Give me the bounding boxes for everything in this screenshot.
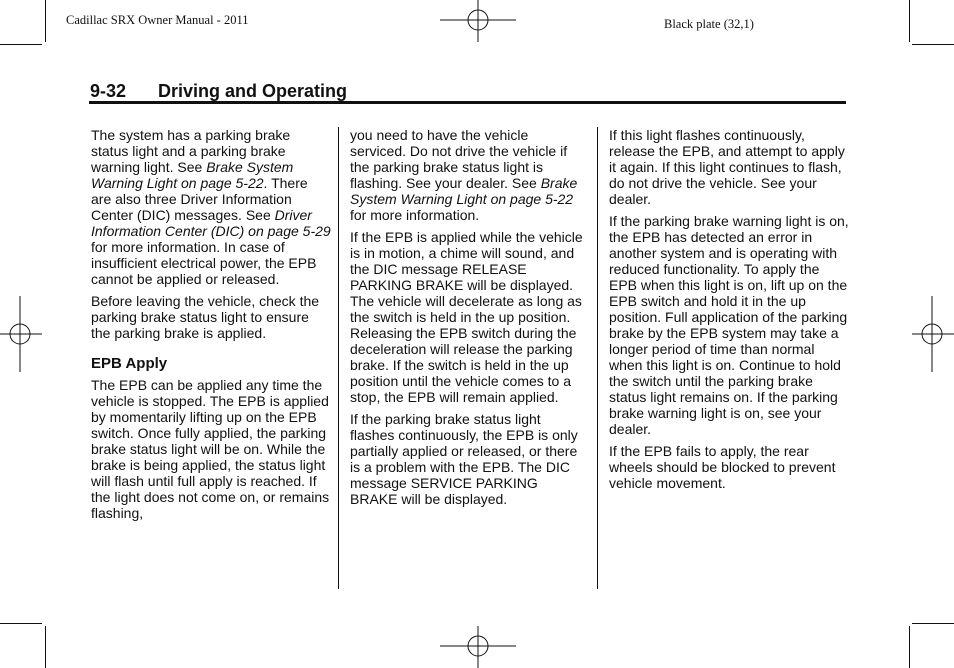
column-3 — [609, 127, 849, 497]
paragraph: If the parking brake status light flashes continuously, the EPB is only partially applied or released, or there is a problem with the EPB. The DIC message SERVICE PARKING BRAKE will be displayed. — [350, 411, 578, 507]
subheading: EPB Apply — [91, 355, 168, 372]
column-divider — [597, 127, 598, 589]
crop-mark — [0, 44, 42, 45]
section-header — [90, 80, 846, 102]
crop-mark — [909, 626, 910, 668]
registration-mark-top — [440, 0, 516, 44]
paragraph: If the parking brake warning light is on, the EPB has detected an error in another system and is operating with reduced functionality. To apply the EPB when this light is on, lift up on the EPB switch and hold it in the up position. Full application of the parking brake by the EPB system may take a longer period of time than normal when this light is on. Continue to hold the switch until the parking brake status light remains on. If the parking brake warning light is on, see your dealer. — [609, 213, 849, 437]
page-number: 9-32 — [90, 81, 127, 101]
paragraph: If the EPB is applied while the vehicle is in motion, a chime will sound, and the DIC message RELEASE PARKING BRAKE will be displayed. The vehicle will decelerate as long as the switch is held in the up position. Releasing the EPB switch during the deceleration will release the parking brake. If the switch is held in the up position until the vehicle comes to a stop, the EPB will remain applied. — [350, 229, 583, 405]
column-2 — [350, 127, 586, 513]
crop-mark — [912, 44, 954, 45]
cross-reference: Driver Information Center (DIC) on page 5-29 — [91, 207, 331, 239]
text: for more information. — [350, 207, 480, 223]
crop-mark — [912, 623, 954, 624]
column-1 — [91, 127, 331, 527]
crop-mark — [0, 623, 42, 624]
registration-mark-right — [912, 296, 954, 372]
header-rule — [89, 101, 846, 104]
crop-mark — [909, 0, 910, 42]
cross-reference: Brake System Warning Light on page 5-22 — [91, 159, 294, 191]
text: for more information. In case of insufficient electrical power, the EPB cannot be applied or released. — [91, 239, 317, 287]
text: . There are also three Driver Information Center (DIC) messages. See — [91, 175, 308, 223]
paragraph: If the EPB fails to apply, the rear wheels should be blocked to prevent vehicle movement. — [609, 443, 836, 491]
crop-mark — [45, 626, 46, 668]
plate-label: Black plate (32,1) — [664, 17, 754, 31]
registration-mark-bottom — [440, 626, 516, 668]
column-divider — [338, 127, 339, 589]
manual-title: Cadillac SRX Owner Manual - 2011 — [66, 13, 249, 27]
paragraph: The EPB can be applied any time the vehicle is stopped. The EPB is applied by momentarily lifting up on the EPB switch. Once fully applied, the parking brake status light will be on. While the brake is being applied, the status light will flash until full apply is reached. If the light does not come on, or remains flashing, — [91, 377, 330, 521]
section-title: Driving and Operating — [158, 81, 348, 101]
paragraph: If this light flashes continuously, release the EPB, and attempt to apply it again. If this light continues to flash, do not drive the vehicle. See your dealer. — [609, 127, 845, 207]
text: The system has a parking brake status light and a parking brake warning light. See — [91, 127, 291, 175]
paragraph: Before leaving the vehicle, check the parking brake status light to ensure the parking brake is applied. — [91, 293, 320, 341]
cross-reference: Brake System Warning Light on page 5-22 — [350, 175, 578, 207]
paragraph — [91, 127, 331, 287]
text: you need to have the vehicle serviced. Do not drive the vehicle if the parking brake status light is flashing. See your dealer. See — [350, 127, 568, 191]
crop-mark — [45, 0, 46, 42]
paragraph — [350, 127, 586, 223]
registration-mark-left — [0, 296, 42, 372]
